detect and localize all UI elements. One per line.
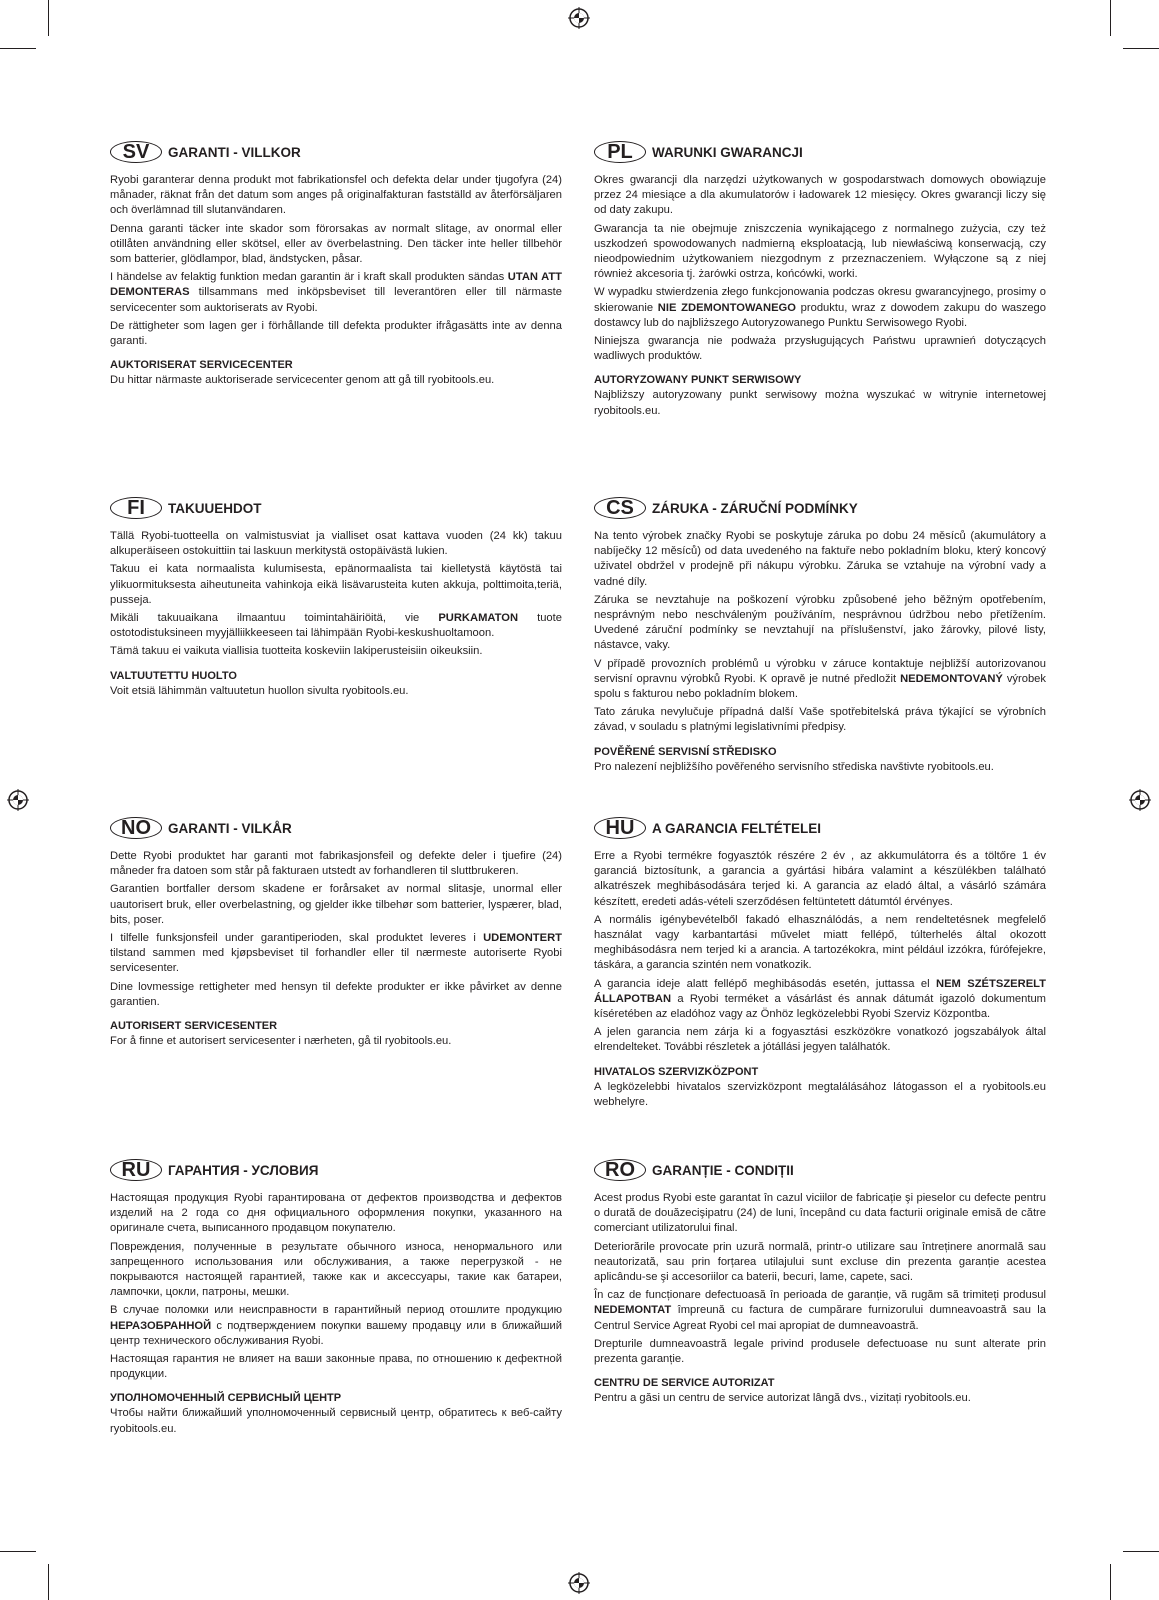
section-title: GARANTI - VILKÅR: [168, 820, 292, 836]
registration-mark-icon: [568, 1572, 590, 1594]
trim-mark: [48, 0, 49, 36]
paragraph: Niniejsza gwarancja nie podważa przysługujących Państwu uprawnień dotyczących wadliwych produktów.: [594, 335, 1046, 363]
language-badge: FI: [110, 497, 162, 519]
paragraph: Denna garanti täcker inte skador som förorsakas av normalt slitage, av onormal eller otillåten användning eller skötsel, eller av överbelastning. Den täcker inte heller tillbehör som batterier, glödlampor, blad, ändstycken, påsar.: [110, 222, 562, 266]
section-hu: [594, 815, 1046, 1113]
section-header: [110, 139, 562, 165]
language-badge: PL: [594, 141, 646, 163]
paragraph: Na tento výrobek značky Ryobi se poskytuje záruka po dobu 24 měsíců (akumulátory a nabíječky 12 měsíců) od data uvedeného na faktuře nebo pokladním bloku, který koncový uživatel obdržel v prodejně při nákupu výrobku. Záruka se vztahuje na výrobní vady a vadné díly.: [594, 530, 1046, 588]
section-header: [110, 495, 562, 521]
section-title: ГАРАНТИЯ - УСЛОВИЯ: [168, 1162, 319, 1178]
paragraph: A garancia ideje alatt fellépő meghibásodás esetén, juttassa el NEM SZÉTSZERELT ÁLLAPOTBAN a Ryobi terméket a vásárlást és annak dátumát igazoló dokumentum kíséretében az eladóhoz vagy az Önhöz legközelebbi Ryobi Szerviz Központba.: [594, 977, 1046, 1021]
paragraph: Dine lovmessige rettigheter med hensyn til defekte produkter er ikke påvirket av denne garantien.: [110, 980, 562, 1008]
paragraph: Záruka se nevztahuje na poškození výrobku způsobené jeho běžným opotřebením, nesprávným nebo neschváleným používáním, nesprávnou údržbou nebo přetížením. Uvedené záruční podmínky se nevztahují na příslušenství, jako žárovky, pilové listy, nástavce, vaky.: [594, 593, 1046, 652]
language-badge: RU: [110, 1159, 162, 1181]
paragraph: Takuu ei kata normaalista kulumisesta, epänormaalista tai kielletystä käytöstä tai ylikuormituksesta aiheutuneita vahinkoja eikä lisävarusteita kuten akkuja, polttimoita,teriä, pusseja.: [110, 563, 562, 606]
paragraph: Mikäli takuuaikana ilmaantuu toimintahäiriöitä, vie PURKAMATON tuote ostotodistuksineen myyjälliikkeeseen tai lähimpään Ryobi-keskushuoltamoon.: [110, 612, 562, 640]
section-title: GARANTI - VILLKOR: [168, 144, 301, 160]
section-header: [594, 1157, 1046, 1183]
paragraph: De rättigheter som lagen ger i förhållande till defekta produkter ifrågasätts inte av denna garanti.: [110, 319, 562, 348]
section-title: ZÁRUKA - ZÁRUČNÍ PODMÍNKY: [652, 500, 858, 516]
subheading: AUTORYZOWANY PUNKT SERWISOWY: [594, 374, 802, 387]
section-header: [594, 139, 1046, 165]
paragraph: I händelse av felaktig funktion medan garantin är i kraft skall produkten sändas UTAN ATT DEMONTERAS tillsammans med inköpsbeviset till leverantören eller till närmaste servicecenter som auktoriserats av Ryobi.: [110, 271, 562, 314]
section-ro: [594, 1157, 1046, 1409]
subheading: AUKTORISERAT SERVICECENTER: [110, 359, 293, 372]
trim-mark: [1123, 1551, 1159, 1552]
subheading: HIVATALOS SZERVIZKÖZPONT: [594, 1065, 759, 1078]
language-badge: CS: [594, 497, 646, 519]
section-title: WARUNKI GWARANCJI: [652, 144, 803, 160]
registration-mark-icon: [1129, 789, 1151, 811]
paragraph: În caz de funcționare defectuoasă în perioada de garanție, vă rugăm să trimiteți produsul NEDEMONTAT împreună cu factura de cumpărare furnizorului dumneavoastră sau la Centrul Service Agreat Ryobi cel mai apropiat de dumneavoastră.: [594, 1289, 1046, 1332]
service-text: Voit etsiä lähimmän valtuutetun huollon sivulta ryobitools.eu.: [110, 684, 409, 697]
paragraph: Настоящая гарантия не влияет на ваши законные права, по отношению к дефектной продукции.: [110, 1353, 562, 1381]
trim-mark: [1110, 0, 1111, 36]
paragraph: A jelen garancia nem zárja ki a fogyasztási eszközökre vonatkozó jogszabályok által elrendelteket. További részletek a jótállási jegyen találhatók.: [594, 1026, 1046, 1054]
service-text: Чтобы найти ближайший уполномоченный сервисный центр, обратитесь к веб-сайту ryobitools.eu.: [110, 1407, 562, 1435]
paragraph: Okres gwarancji dla narzędzi użytkowanych w gospodarstwach domowych obowiązuje przez 24 miesiące a dla akumulatorów i ładowarek 12 miesięcy. Okres gwarancji liczy się od daty zakupu.: [594, 174, 1046, 217]
service-text: A legközelebbi hivatalos szervizközpont megtalálásához látogasson el a ryobitools.eu webhelyre.: [594, 1080, 1046, 1108]
section-no: [110, 815, 562, 1052]
language-badge: RO: [594, 1159, 646, 1181]
section-cs: [594, 495, 1046, 778]
section-title: A GARANCIA FELTÉTELEI: [652, 820, 821, 836]
paragraph: Deteriorările provocate prin uzură normală, printr-o utilizare sau întreținere anormală sau neautorizată, sau prin forțarea utilajului sunt excluse din prezenta garanție acestea aplicându-se şi accesoriilor ca baterii, becuri, lame, capete, saci.: [594, 1240, 1046, 1284]
paragraph: Dette Ryobi produktet har garanti mot fabrikasjonsfeil og defekte deler i tjuefire (24) måneder fra datoen som står på fakturaen utstedt av forhandleren til sluttbrukeren.: [110, 850, 562, 878]
trim-mark: [48, 1564, 49, 1600]
section-header: [594, 495, 1046, 521]
trim-mark: [1110, 1564, 1111, 1600]
service-text: Pro nalezení nejbližšího pověřeného servisního střediska navštivte ryobitools.eu.: [594, 760, 994, 773]
section-pl: [594, 139, 1046, 422]
subheading: VALTUUTETTU HUOLTO: [110, 669, 237, 682]
language-badge: SV: [110, 141, 162, 163]
registration-mark-icon: [568, 7, 590, 29]
paragraph: Tällä Ryobi-tuotteella on valmistusviat ja vialliset osat kattava vuoden (24 kk) takuu alkuperäiseen ostokuittiin tai laskuun merkitystä ostopäivästä lukien.: [110, 530, 562, 558]
paragraph: V případě provozních problémů u výrobku v záruce kontaktuje nejbližší autorizovanou servisní opravnu výrobků Ryobi. K opravě je nutné předložit NEDEMONTOVANÝ výrobek spolu s fakturou nebo pokladním blokem.: [594, 657, 1046, 701]
section-title: GARANȚIE - CONDIȚII: [652, 1162, 794, 1178]
service-text: Najbliższy autoryzowany punkt serwisowy można wyszukać w witrynie internetowej ryobitools.eu.: [594, 389, 1046, 417]
service-text: For å finne et autorisert servicesenter i nærheten, gå til ryobitools.eu.: [110, 1035, 452, 1048]
paragraph: Acest produs Ryobi este garantat în cazul viciilor de fabricație şi pieselor cu defecte pentru o durată de douăzecişipatru (24) de luni, începând cu data facturii originale emisă de către comerciant utilizatorului final.: [594, 1192, 1046, 1235]
paragraph: Tämä takuu ei vaikuta viallisia tuotteita koskeviin lakiperusteisiin oikeuksiin.: [110, 645, 483, 658]
trim-mark: [0, 1551, 36, 1552]
paragraph: W wypadku stwierdzenia złego funkcjonowania podczas okresu gwarancyjnego, prosimy o skierowanie NIE ZDEMONTOWANEGO produktu, wraz z dowodem zakupu do waszego dostawcy lub do najbliższego Autoryzowanego Punktu Serwisowego Ryobi.: [594, 286, 1046, 329]
paragraph: Tato záruka nevylučuje případná další Vaše spotřebitelská práva týkající se výrobních závad, v souladu s platnými legislativními předpisy.: [594, 706, 1046, 734]
service-text: Pentru a găsi un centru de service autorizat lângă dvs., vizitați ryobitools.eu.: [594, 1392, 971, 1405]
section-header: [110, 815, 562, 841]
registration-mark-icon: [7, 789, 29, 811]
trim-mark: [1123, 48, 1159, 49]
section-fi: [110, 495, 562, 702]
paragraph: I tilfelle funksjonsfeil under garantiperioden, skal produktet leveres i UDEMONTERT tilstand sammen med kjøpsbeviset til forhandler eller til nærmeste autoriserte Ryobi servicesenter.: [110, 932, 562, 975]
paragraph: Ryobi garanterar denna produkt mot fabrikationsfel och defekta delar under tjugofyra (24) månader, räknat från det datum som anges på originalfakturan fastställd av återförsäljaren och överlämnad till slutanvändaren.: [110, 174, 562, 217]
language-badge: HU: [594, 817, 646, 839]
paragraph: A normális igénybevételből fakadó elhasználódás, a nem rendeltetésnek megfelelő használat vagy karbantartási művelet miatt fellépő, túlterhelés által okozott meghibásodásra nem terjed ki a arancia. A tartozékokra, mint például izzókra, fúrófejekre, táskára, a garancia szintén nem vonatkozik.: [594, 913, 1046, 972]
section-header: [594, 815, 1046, 841]
language-badge: NO: [110, 817, 162, 839]
paragraph: Erre a Ryobi termékre fogyasztók részére 2 év , az akkumulátorra és a töltőre 1 év garanciá biztosítunk, a garancia a gyártási hibára valamint a készülékben található alkatrészek meghibásodására terjed ki. A garancia az eladó által, a vásárló számára készített, eredeti adás-vételi szerződésen feltüntetett dátumtól érvényes.: [594, 850, 1046, 908]
subheading: УПОЛНОМОЧЕННЫЙ СЕРВИСНЫЙ ЦЕНТР: [110, 1392, 342, 1405]
paragraph: Настоящая продукция Ryobi гарантирована от дефектов производства и дефектов изделий на 2 года со дня официального оформления покупки, указанного на оригинале счета, выписанного продавцом покупателю.: [110, 1192, 562, 1235]
trim-mark: [0, 48, 36, 49]
service-text: Du hittar närmaste auktoriserade servicecenter genom att gå till ryobitools.eu.: [110, 374, 495, 387]
section-title: TAKUUEHDOT: [168, 500, 262, 516]
subheading: POVĚŘENÉ SERVISNÍ STŘEDISKO: [594, 745, 777, 758]
paragraph: Gwarancja ta nie obejmuje zniszczenia wynikającego z normalnego zużycia, czy też uszkodzeń spowodowanych nadmierną eksploatacją, lub niewłaściwą konserwacją, czy nieodpowiednim użytkowaniem niezgodnym z przeznaczeniem. Wyłączone są z niej również akcesoria tj. żarówki ostrza, końcówki, worki.: [594, 222, 1046, 281]
subheading: AUTORISERT SERVICESENTER: [110, 1020, 278, 1033]
section-sv: [110, 139, 562, 391]
paragraph: Drepturile dumneavoastră legale privind produsele defectuoase nu sunt alterate prin prezenta garanție.: [594, 1337, 1046, 1366]
paragraph: Повреждения, полученные в результате обычного износа, ненормального или запрещенного использования или обслуживания, а также перегрузкой - не покрываются настоящей гарантией, также как и аксессуары, такие как батареи, лампочки, цокли, патроны, мешки.: [110, 1240, 562, 1299]
subheading: CENTRU DE SERVICE AUTORIZAT: [594, 1377, 775, 1390]
paragraph: Garantien bortfaller dersom skadene er forårsaket av normal slitasje, unormal eller uautorisert bruk, eller overbelastning, og gjelder ikke tilbehør som batterier, lyspærer, blad, bits, poser.: [110, 883, 562, 926]
paragraph: В случае поломки или неисправности в гарантийный период отошлите продукцию НЕРАЗОБРАННОЙ с подтверждением покупки вашему продавцу или в ближайший центр технического обслуживания Ryobi.: [110, 1304, 562, 1347]
section-ru: [110, 1157, 562, 1440]
section-header: [110, 1157, 562, 1183]
